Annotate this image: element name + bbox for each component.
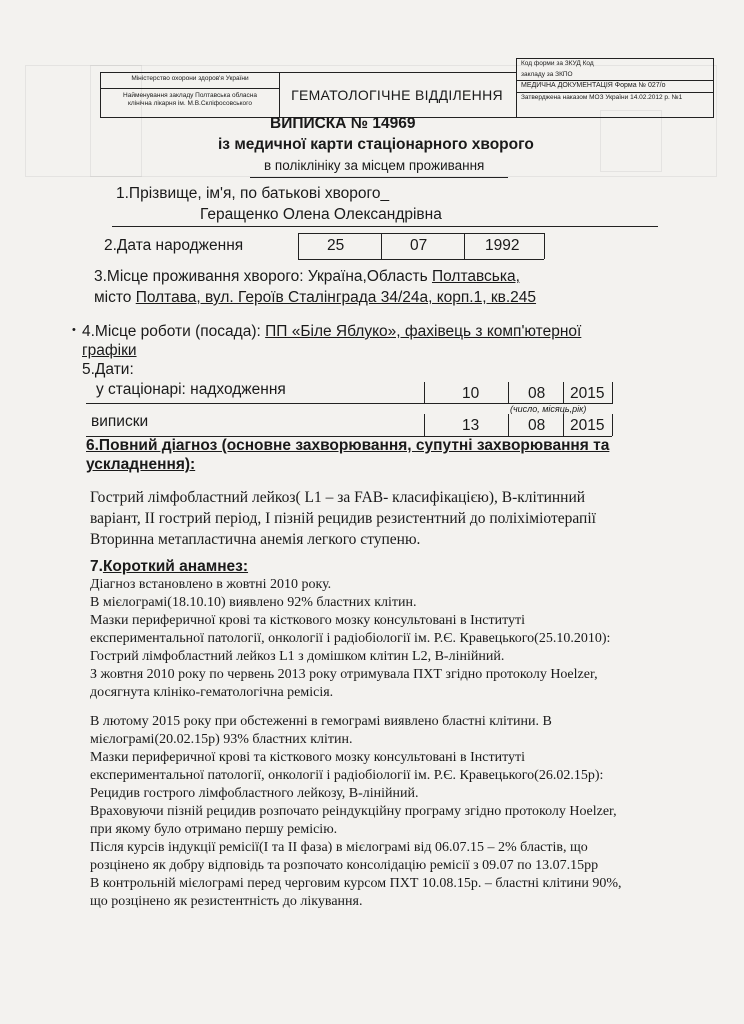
- anamnesis-line: досягнута клініко-гематологічна ремісія.: [90, 685, 334, 700]
- anamnesis-line: Мазки периферичної крові та кісткового мозку консультовані в Інституті: [90, 750, 526, 765]
- admission-divider: [563, 382, 564, 404]
- destination-underline: [250, 177, 508, 178]
- anamnesis-line: Діагноз встановлено в жовтні 2010 року.: [90, 577, 332, 592]
- admission-divider: [508, 382, 509, 404]
- anamnesis-line: В лютому 2015 року при обстеженні в гемограмі виявлено бластні клітини. В: [90, 714, 552, 729]
- admission-divider: [424, 382, 425, 404]
- discharge-divider: [424, 414, 425, 436]
- code-line-2: закладу за ЗКПО: [521, 70, 573, 78]
- anamnesis-line: мієлограмі(20.02.15р) 93% бластних клітин.: [90, 732, 353, 747]
- dob-divider: [298, 233, 299, 259]
- anamnesis-line: Після курсів індукції ремісії(І та ІІ фаза) в мієлограмі від 06.07.15 – 2% бластів, що: [90, 840, 588, 855]
- bullet-mark: •: [72, 324, 76, 336]
- anamnesis-line: З жовтня 2010 року по червень 2013 року отримувала ПХТ згідно протоколу Hoelzer,: [90, 667, 598, 682]
- patient-name: Геращенко Олена Олександрівна: [200, 206, 442, 223]
- discharge-divider: [508, 414, 509, 436]
- extract-destination: в поліклініку за місцем проживання: [264, 158, 485, 173]
- anamnesis-heading-text: Короткий анамнез:: [102, 558, 249, 575]
- admission-month: 08: [528, 385, 546, 402]
- date-format-hint: (число, місяць,рік): [510, 404, 587, 414]
- anamnesis-line: що розцінено як резистентність до лікування.: [90, 894, 363, 909]
- work-line-1: [82, 323, 581, 341]
- anamnesis-line: розцінено як добру відповідь та розпочато консолідацію ремісії з 09.07 по 13.07.15рр: [90, 858, 599, 873]
- name-underline: [112, 226, 658, 227]
- code-line-1: Код форми за ЗКУД Код: [521, 60, 594, 67]
- anamnesis-line: Гострий лімфобластний лейкоз L1 з домішком клітин L2, В-лінійний.: [90, 649, 505, 664]
- form-code-box: [516, 58, 714, 118]
- approval-note: Затверджена наказом МОЗ України 14.02.2012 р. №1: [517, 92, 713, 104]
- residence-line-1: [94, 268, 520, 286]
- dob-year: 1992: [485, 237, 520, 254]
- admission-label: у стаціонарі: надходження: [96, 381, 286, 398]
- work-value-1: ПП «Біле Яблуко», фахівець з комп'ютерної: [265, 323, 582, 340]
- anamnesis-line: експериментальної патології, онкології і радіобіології ім. Р.Є. Кравецького(25.10.2010):: [90, 631, 611, 646]
- discharge-divider: [563, 414, 564, 436]
- admission-day: 10: [462, 385, 480, 402]
- name-label: 1.Прізвище, ім'я, по батькові хворого_: [116, 185, 390, 202]
- work-label: 4.Місце роботи (посада):: [82, 323, 261, 340]
- admission-divider: [612, 382, 613, 404]
- medical-doc-label: МЕДИЧНА ДОКУМЕНТАЦІЯ Форма № 027/о: [517, 80, 713, 92]
- dates-label: 5.Дати:: [82, 361, 134, 378]
- anamnesis-line: В мієлограмі(18.10.10) виявлено 92% бластних клітин.: [90, 595, 417, 610]
- residence-line-2: [94, 289, 536, 307]
- institution-line-2: клінічна лікарня ім. М.В.Скліфосовського: [128, 100, 252, 107]
- diagnosis-heading-2: ускладнення):: [86, 456, 196, 473]
- anamnesis-heading: [90, 558, 248, 576]
- anamnesis-line: Рецидив гострого лімфобластного лейкозу, В-лінійний.: [90, 786, 419, 801]
- work-value-2: графіки: [82, 342, 137, 359]
- dob-month: 07: [410, 237, 428, 254]
- anamnesis-line: експериментальної патології, онкології і радіобіології ім. Р.Є. Кравецького(26.02.15р):: [90, 768, 604, 783]
- anamnesis-line: Мазки периферичної крові та кісткового мозку консультовані в Інституті: [90, 613, 526, 628]
- diagnosis-line-3: Вторинна метапластична анемія легкого ступеню.: [90, 531, 421, 548]
- discharge-day: 13: [462, 417, 480, 434]
- ministry-name: Міністерство охорони здоров'я України: [101, 73, 279, 89]
- dob-box-bottom: [298, 259, 544, 260]
- dob-divider: [544, 233, 545, 259]
- dob-box-top: [298, 233, 544, 234]
- extract-number: ВИПИСКА № 14969: [270, 115, 416, 132]
- discharge-year: 2015: [570, 417, 605, 434]
- ministry-box: [100, 72, 280, 118]
- discharge-month: 08: [528, 417, 546, 434]
- residence-region: Полтавська,: [431, 268, 520, 285]
- dob-divider: [464, 233, 465, 259]
- dob-day: 25: [327, 237, 345, 254]
- dob-divider: [381, 233, 382, 259]
- residence-city-label: місто: [94, 289, 132, 306]
- diagnosis-line-1: Гострий лімфобластний лейкоз( L1 – за FAB- класифікацією), В-клітинний: [90, 489, 586, 506]
- admission-year: 2015: [570, 385, 605, 402]
- institution-line-1: Найменування закладу Полтавська обласна: [123, 92, 257, 99]
- anamnesis-heading-prefix: 7.: [90, 558, 103, 575]
- anamnesis-line: В контрольній мієлограмі перед черговим курсом ПХТ 10.08.15р. – бластні клітини 90%,: [90, 876, 622, 891]
- bleed-through-column: [600, 110, 662, 172]
- anamnesis-line: Враховуючи пізній рецидив розпочато реіндукційну програму згідно протоколу Hoelzer,: [90, 804, 617, 819]
- extract-subtitle: із медичної карти стаціонарного хворого: [218, 136, 534, 153]
- diagnosis-line-2: варіант, ІІ гострий період, І пізній рецидив резистентний до поліхіміотерапії: [90, 510, 596, 527]
- dob-label: 2.Дата народження: [104, 237, 244, 254]
- anamnesis-line: при якому було отримано першу ремісію.: [90, 822, 338, 837]
- discharge-label: виписки: [91, 413, 149, 430]
- diagnosis-heading-1: 6.Повний діагноз (основне захворювання, супутні захворювання та: [86, 437, 610, 454]
- residence-label: 3.Місце проживання хворого: Україна,Область: [94, 268, 428, 285]
- discharge-divider: [612, 414, 613, 436]
- residence-address: Полтава, вул. Героїв Сталінграда 34/24а, корп.1, кв.245: [135, 289, 537, 306]
- department-title: ГЕМАТОЛОГІЧНЕ ВІДДІЛЕННЯ: [278, 72, 517, 118]
